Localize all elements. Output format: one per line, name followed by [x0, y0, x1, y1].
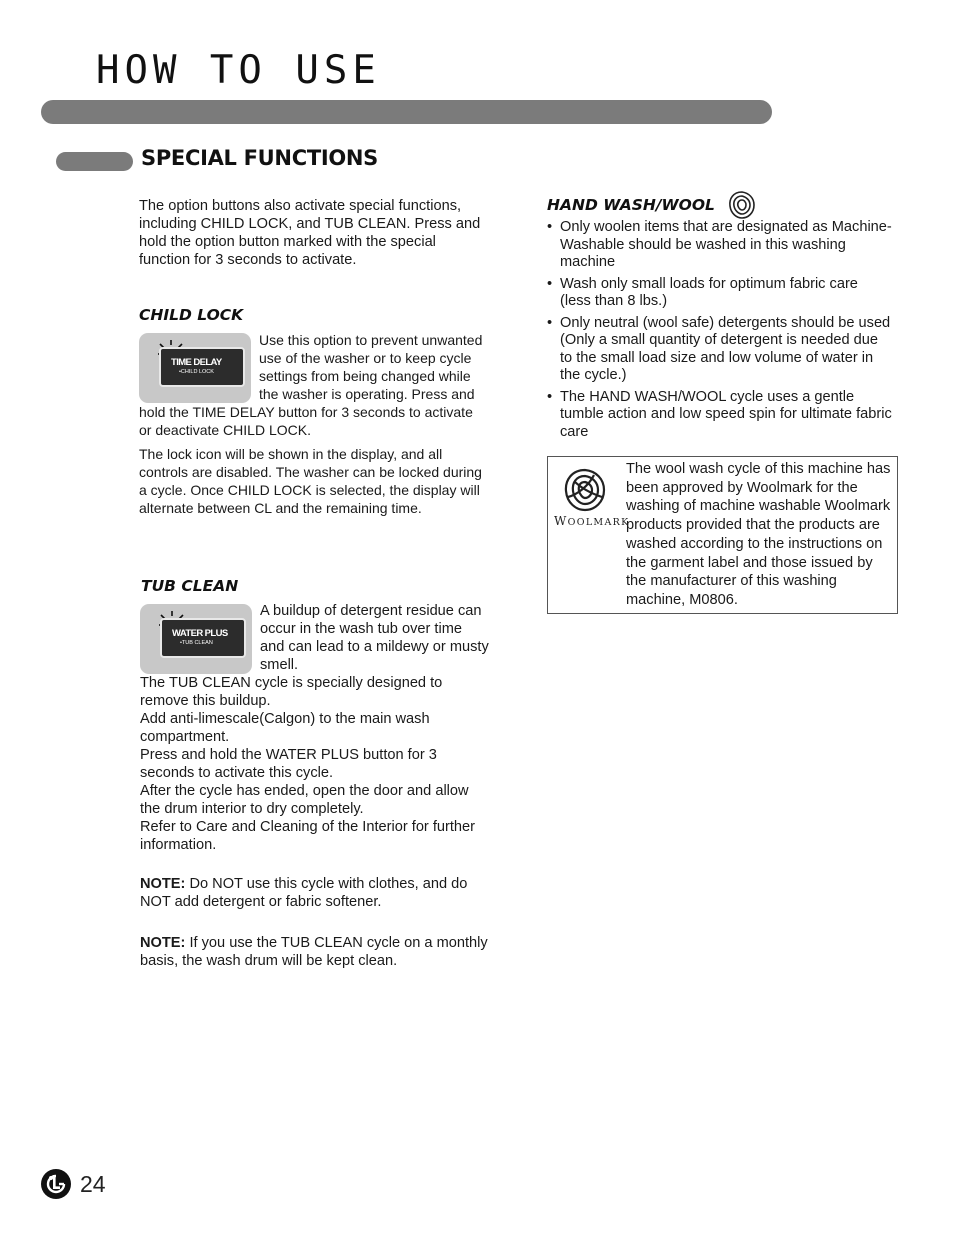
section-title: SPECIAL FUNCTIONS: [141, 146, 379, 170]
child-lock-content: [139, 331, 489, 517]
tub-clean-paragraph-d: Press and hold the WATER PLUS button for 3 seconds to activate this cycle.: [140, 747, 437, 781]
intro-paragraph: The option buttons also activate special functions, including CHILD LOCK, and TUB CLEAN. Press and hold the option button marked with the special function for 3 seconds to activate.: [139, 198, 481, 268]
tub-clean-paragraph-e: After the cycle has ended, open the door and allow the drum interior to dry completely.: [140, 783, 469, 817]
note-text: Do NOT use this cycle with clothes, and do NOT add detergent or fabric softener.: [140, 876, 468, 910]
time-delay-button-face: [159, 347, 245, 387]
woolmark-notice-text: The wool wash cycle of this machine has been approved by Woolmark for the washing of machine washable Woolmark products provided that the products are washed according to the instructions on the garment label and those issued by the manufacturer of this washing machine, M0806.: [626, 461, 891, 608]
tub-clean-note-2: [140, 934, 490, 970]
tub-clean-paragraph-a: A buildup of detergent residue can occur in the wash tub over time and can lead to a mildewy or musty smell.: [260, 603, 489, 673]
time-delay-label: TIME DELAY: [171, 357, 222, 368]
list-item: • Only neutral (wool safe) detergents should be used (Only a small quantity of detergent is needed due to the small load size and low volume of water in the cycle.): [547, 315, 892, 385]
child-lock-paragraph-1: Use this option to prevent unwanted use of the washer or to keep cycle settings from being changed while the washer is operating. Press and hold the TIME DELAY button for 3 seconds to activate or deactivate CHILD LOCK.: [139, 332, 483, 438]
list-item: • The HAND WASH/WOOL cycle uses a gentle tumble action and low speed spin for ultimate fabric care: [547, 389, 892, 442]
header-divider-bar: [41, 100, 772, 124]
section-marker-pill: [56, 152, 133, 171]
child-lock-sublabel: •CHILD LOCK: [179, 369, 214, 375]
child-lock-paragraph-2: The lock icon will be shown in the display, and all controls are disabled. The washer can be locked during a cycle. Once CHILD LOCK is selected, the display will alternate between CL and the remaining time.: [139, 446, 482, 516]
woolmark-wordmark: WOOLMARK: [554, 514, 630, 528]
hand-wash-bullet-list: [547, 219, 892, 445]
tub-clean-paragraph-f: Refer to Care and Cleaning of the Interior for further information.: [140, 819, 476, 853]
note-label: NOTE:: [140, 935, 186, 951]
time-delay-button-illustration: [139, 333, 251, 403]
hand-wash-heading: HAND WASH/WOOL: [547, 196, 715, 214]
list-item: • Only woolen items that are designated as Machine-Washable should be washed in this washing machine: [547, 219, 892, 272]
note-text: If you use the TUB CLEAN cycle on a monthly basis, the wash drum will be kept clean.: [140, 935, 488, 969]
tub-clean-sublabel: •TUB CLEAN: [180, 640, 213, 646]
water-plus-button-illustration: [140, 604, 252, 674]
tub-clean-note-1: [140, 875, 470, 911]
tub-clean-paragraph-b: The TUB CLEAN cycle is specially designed to remove this buildup.: [140, 675, 443, 709]
page-header-title: HOW TO USE: [96, 48, 381, 93]
page-number: 24: [80, 1171, 106, 1197]
lg-logo-icon: [40, 1168, 72, 1200]
list-item: • Wash only small loads for optimum fabric care (less than 8 lbs.): [547, 276, 892, 311]
tub-clean-paragraph-c: Add anti-limescale(Calgon) to the main wash compartment.: [140, 711, 430, 745]
water-plus-button-face: [160, 618, 246, 658]
note-label: NOTE:: [140, 876, 186, 892]
tub-clean-content: [140, 602, 490, 854]
water-plus-label: WATER PLUS: [172, 628, 228, 639]
woolmark-notice-box: [547, 456, 898, 614]
wool-care-icon: [727, 190, 757, 220]
hand-wash-heading-row: [547, 190, 757, 218]
woolmark-logo-icon: [562, 467, 608, 513]
child-lock-heading: CHILD LOCK: [139, 306, 244, 324]
tub-clean-heading: TUB CLEAN: [141, 577, 239, 595]
